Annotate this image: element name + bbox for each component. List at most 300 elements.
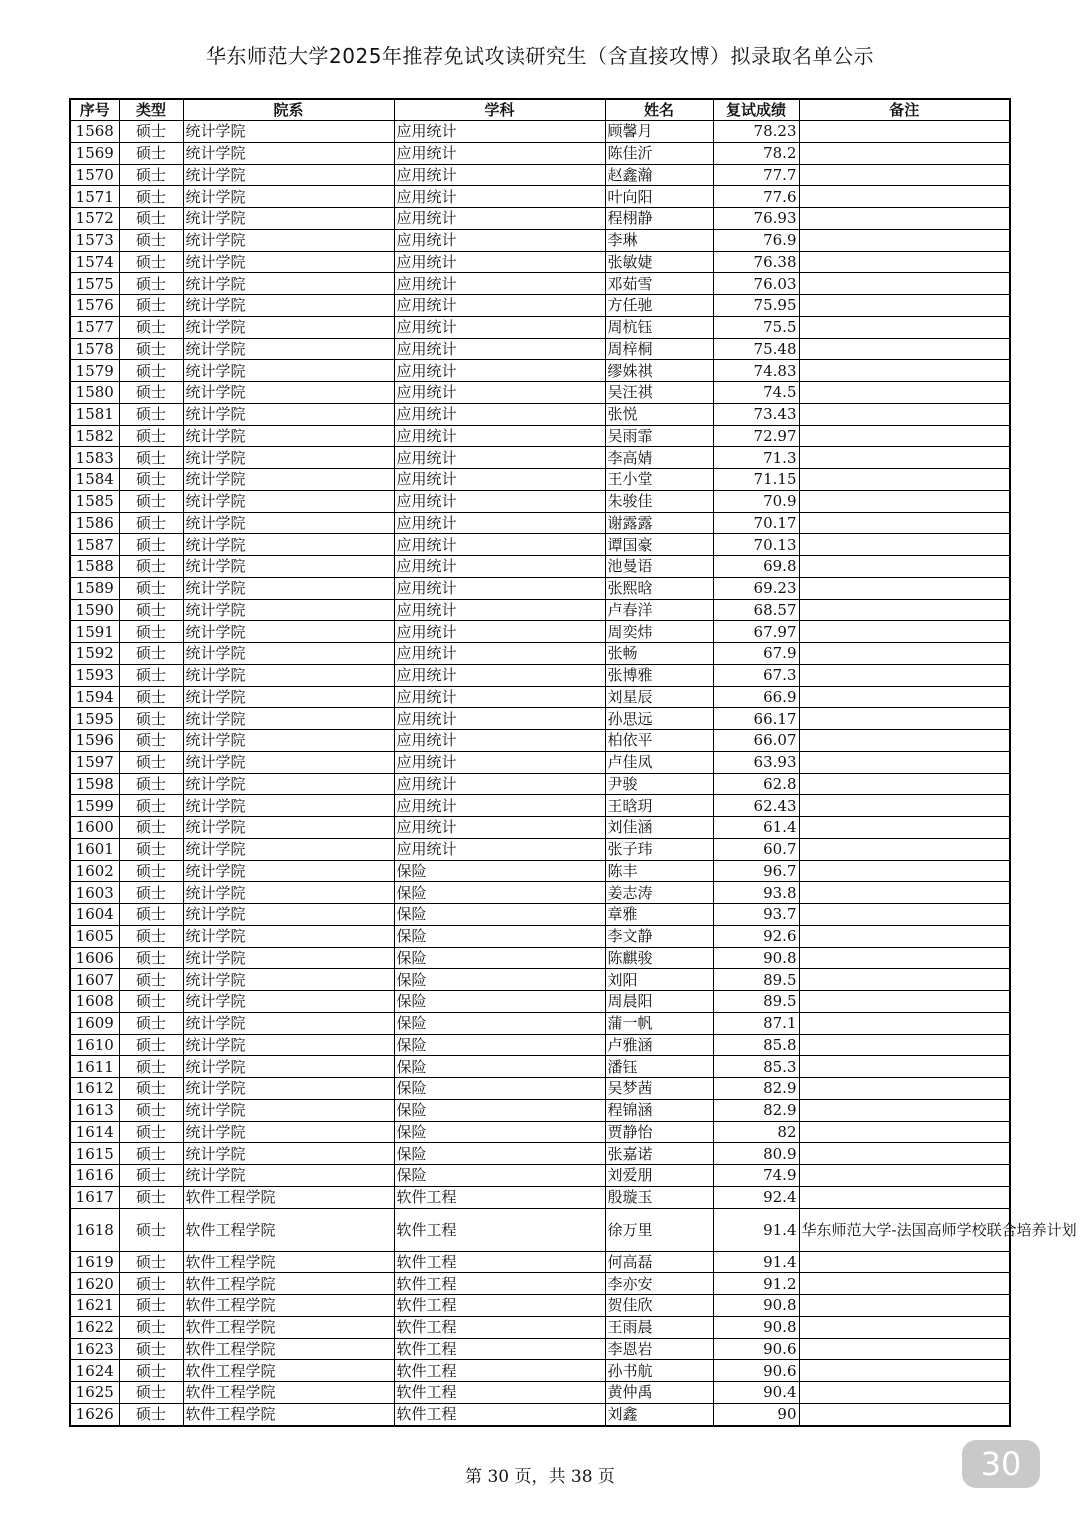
cell-type: 硕士 [119, 1143, 183, 1165]
table-row [70, 1360, 1010, 1382]
cell-seq: 1601 [70, 838, 119, 860]
cell-seq: 1604 [70, 904, 119, 926]
cell-type: 硕士 [119, 621, 183, 643]
table-row [70, 1208, 1010, 1251]
cell-seq: 1595 [70, 708, 119, 730]
cell-seq: 1625 [70, 1382, 119, 1404]
cell-remarks [799, 991, 1010, 1013]
cell-department: 统计学院 [183, 534, 394, 556]
cell-discipline: 应用统计 [394, 556, 605, 578]
cell-score: 78.23 [713, 121, 799, 143]
cell-seq: 1612 [70, 1078, 119, 1100]
cell-type: 硕士 [119, 295, 183, 317]
table-row [70, 904, 1010, 926]
cell-type: 硕士 [119, 925, 183, 947]
cell-department: 统计学院 [183, 817, 394, 839]
table-row [70, 1056, 1010, 1078]
cell-department: 软件工程学院 [183, 1338, 394, 1360]
cell-name: 周杭钰 [605, 316, 713, 338]
cell-seq: 1607 [70, 969, 119, 991]
cell-discipline: 软件工程 [394, 1403, 605, 1425]
cell-seq: 1608 [70, 991, 119, 1013]
cell-department: 统计学院 [183, 164, 394, 186]
cell-score: 73.43 [713, 403, 799, 425]
cell-score: 93.8 [713, 882, 799, 904]
document-title: 华东师范大学2025年推荐免试攻读研究生（含直接攻博）拟录取名单公示 [206, 44, 874, 68]
cell-name: 王雨晨 [605, 1316, 713, 1338]
cell-type: 硕士 [119, 1295, 183, 1317]
cell-seq: 1603 [70, 882, 119, 904]
cell-name: 李高婧 [605, 447, 713, 469]
table-row [70, 142, 1010, 164]
cell-score: 67.97 [713, 621, 799, 643]
cell-type: 硕士 [119, 1099, 183, 1121]
cell-seq: 1609 [70, 1012, 119, 1034]
cell-remarks [799, 1295, 1010, 1317]
cell-seq: 1586 [70, 512, 119, 534]
table-row [70, 838, 1010, 860]
table-row [70, 316, 1010, 338]
cell-type: 硕士 [119, 121, 183, 143]
cell-type: 硕士 [119, 164, 183, 186]
header-department: 院系 [183, 99, 394, 121]
cell-score: 71.3 [713, 447, 799, 469]
cell-seq: 1579 [70, 360, 119, 382]
cell-type: 硕士 [119, 360, 183, 382]
page-footer: 第 30 页，共 38 页 [465, 1467, 615, 1487]
cell-score: 63.93 [713, 751, 799, 773]
cell-name: 张敏婕 [605, 251, 713, 273]
cell-remarks [799, 403, 1010, 425]
cell-type: 硕士 [119, 1273, 183, 1295]
cell-remarks [799, 1403, 1010, 1425]
cell-name: 贺佳欣 [605, 1295, 713, 1317]
cell-type: 硕士 [119, 142, 183, 164]
cell-discipline: 保险 [394, 1121, 605, 1143]
cell-department: 软件工程学院 [183, 1295, 394, 1317]
cell-score: 85.8 [713, 1034, 799, 1056]
cell-seq: 1599 [70, 795, 119, 817]
cell-name: 王晗玥 [605, 795, 713, 817]
table-row [70, 991, 1010, 1013]
table-row [70, 447, 1010, 469]
cell-score: 60.7 [713, 838, 799, 860]
cell-discipline: 应用统计 [394, 512, 605, 534]
cell-name: 刘鑫 [605, 1403, 713, 1425]
cell-remarks [799, 273, 1010, 295]
table-row [70, 708, 1010, 730]
table-row [70, 686, 1010, 708]
cell-department: 统计学院 [183, 904, 394, 926]
cell-type: 硕士 [119, 469, 183, 491]
cell-type: 硕士 [119, 186, 183, 208]
cell-discipline: 应用统计 [394, 577, 605, 599]
cell-type: 硕士 [119, 882, 183, 904]
cell-discipline: 保险 [394, 1056, 605, 1078]
cell-seq: 1618 [70, 1208, 119, 1251]
cell-seq: 1593 [70, 664, 119, 686]
cell-department: 统计学院 [183, 490, 394, 512]
cell-department: 软件工程学院 [183, 1208, 394, 1251]
table-row [70, 925, 1010, 947]
cell-discipline: 软件工程 [394, 1273, 605, 1295]
cell-remarks [799, 512, 1010, 534]
table-row [70, 577, 1010, 599]
cell-department: 软件工程学院 [183, 1273, 394, 1295]
cell-department: 统计学院 [183, 251, 394, 273]
cell-remarks [799, 599, 1010, 621]
table-row [70, 1316, 1010, 1338]
cell-type: 硕士 [119, 251, 183, 273]
table-row [70, 186, 1010, 208]
cell-name: 张博雅 [605, 664, 713, 686]
cell-type: 硕士 [119, 1121, 183, 1143]
cell-seq: 1600 [70, 817, 119, 839]
table-row [70, 382, 1010, 404]
cell-discipline: 保险 [394, 1012, 605, 1034]
cell-discipline: 保险 [394, 1165, 605, 1187]
cell-discipline: 应用统计 [394, 599, 605, 621]
cell-score: 90.8 [713, 1316, 799, 1338]
cell-discipline: 保险 [394, 904, 605, 926]
cell-seq: 1573 [70, 229, 119, 251]
cell-type: 硕士 [119, 1251, 183, 1273]
cell-score: 74.9 [713, 1165, 799, 1187]
table-row [70, 164, 1010, 186]
cell-discipline: 软件工程 [394, 1251, 605, 1273]
cell-score: 93.7 [713, 904, 799, 926]
cell-score: 91.2 [713, 1273, 799, 1295]
cell-seq: 1588 [70, 556, 119, 578]
cell-score: 90.4 [713, 1382, 799, 1404]
cell-type: 硕士 [119, 1012, 183, 1034]
cell-seq: 1621 [70, 1295, 119, 1317]
cell-department: 统计学院 [183, 425, 394, 447]
cell-name: 吴梦茜 [605, 1078, 713, 1100]
cell-discipline: 应用统计 [394, 469, 605, 491]
cell-discipline: 应用统计 [394, 142, 605, 164]
cell-discipline: 保险 [394, 991, 605, 1013]
cell-seq: 1592 [70, 643, 119, 665]
cell-discipline: 应用统计 [394, 490, 605, 512]
table-row [70, 295, 1010, 317]
cell-seq: 1605 [70, 925, 119, 947]
cell-type: 硕士 [119, 1338, 183, 1360]
cell-discipline: 应用统计 [394, 186, 605, 208]
cell-department: 统计学院 [183, 1078, 394, 1100]
cell-seq: 1584 [70, 469, 119, 491]
cell-type: 硕士 [119, 730, 183, 752]
cell-discipline: 应用统计 [394, 121, 605, 143]
table-row [70, 425, 1010, 447]
cell-type: 硕士 [119, 1360, 183, 1382]
cell-type: 硕士 [119, 577, 183, 599]
cell-score: 75.48 [713, 338, 799, 360]
table-row [70, 1338, 1010, 1360]
cell-name: 谭国豪 [605, 534, 713, 556]
table-row [70, 229, 1010, 251]
cell-type: 硕士 [119, 1208, 183, 1251]
cell-department: 统计学院 [183, 295, 394, 317]
cell-score: 80.9 [713, 1143, 799, 1165]
cell-type: 硕士 [119, 1403, 183, 1425]
cell-remarks [799, 860, 1010, 882]
cell-name: 尹骏 [605, 773, 713, 795]
cell-name: 张子玮 [605, 838, 713, 860]
cell-score: 68.57 [713, 599, 799, 621]
cell-name: 章雅 [605, 904, 713, 926]
cell-remarks [799, 621, 1010, 643]
cell-name: 刘佳涵 [605, 817, 713, 839]
cell-type: 硕士 [119, 403, 183, 425]
cell-discipline: 应用统计 [394, 664, 605, 686]
cell-name: 贾静怡 [605, 1121, 713, 1143]
cell-department: 统计学院 [183, 186, 394, 208]
cell-seq: 1587 [70, 534, 119, 556]
cell-score: 76.38 [713, 251, 799, 273]
cell-seq: 1575 [70, 273, 119, 295]
header-score: 复试成绩 [713, 99, 799, 121]
cell-discipline: 应用统计 [394, 773, 605, 795]
table-row [70, 643, 1010, 665]
cell-name: 徐万里 [605, 1208, 713, 1251]
cell-name: 王小堂 [605, 469, 713, 491]
cell-type: 硕士 [119, 556, 183, 578]
cell-seq: 1614 [70, 1121, 119, 1143]
cell-name: 卢春洋 [605, 599, 713, 621]
cell-discipline: 保险 [394, 925, 605, 947]
table-row [70, 751, 1010, 773]
cell-department: 统计学院 [183, 1121, 394, 1143]
cell-discipline: 应用统计 [394, 795, 605, 817]
table-row [70, 621, 1010, 643]
cell-remarks [799, 686, 1010, 708]
cell-department: 统计学院 [183, 1099, 394, 1121]
cell-seq: 1610 [70, 1034, 119, 1056]
cell-type: 硕士 [119, 751, 183, 773]
cell-seq: 1572 [70, 208, 119, 230]
cell-discipline: 保险 [394, 947, 605, 969]
cell-remarks [799, 795, 1010, 817]
cell-seq: 1568 [70, 121, 119, 143]
cell-score: 66.17 [713, 708, 799, 730]
cell-discipline: 保险 [394, 882, 605, 904]
cell-type: 硕士 [119, 817, 183, 839]
cell-score: 71.15 [713, 469, 799, 491]
cell-seq: 1576 [70, 295, 119, 317]
cell-remarks [799, 1143, 1010, 1165]
cell-score: 69.23 [713, 577, 799, 599]
cell-score: 76.93 [713, 208, 799, 230]
cell-department: 统计学院 [183, 1012, 394, 1034]
table-row [70, 947, 1010, 969]
cell-name: 谢露露 [605, 512, 713, 534]
cell-discipline: 软件工程 [394, 1338, 605, 1360]
cell-discipline: 软件工程 [394, 1316, 605, 1338]
table-row [70, 251, 1010, 273]
cell-type: 硕士 [119, 1382, 183, 1404]
cell-name: 刘阳 [605, 969, 713, 991]
cell-score: 91.4 [713, 1208, 799, 1251]
cell-type: 硕士 [119, 382, 183, 404]
table-row [70, 121, 1010, 143]
cell-seq: 1616 [70, 1165, 119, 1187]
cell-name: 卢雅涵 [605, 1034, 713, 1056]
cell-type: 硕士 [119, 316, 183, 338]
cell-department: 统计学院 [183, 403, 394, 425]
cell-department: 统计学院 [183, 773, 394, 795]
cell-department: 统计学院 [183, 621, 394, 643]
cell-remarks [799, 751, 1010, 773]
cell-remarks [799, 1338, 1010, 1360]
cell-name: 刘星辰 [605, 686, 713, 708]
cell-department: 软件工程学院 [183, 1382, 394, 1404]
cell-seq: 1619 [70, 1251, 119, 1273]
cell-remarks [799, 142, 1010, 164]
cell-department: 统计学院 [183, 142, 394, 164]
cell-type: 硕士 [119, 229, 183, 251]
cell-discipline: 应用统计 [394, 708, 605, 730]
table-row [70, 512, 1010, 534]
cell-department: 统计学院 [183, 316, 394, 338]
cell-type: 硕士 [119, 686, 183, 708]
cell-department: 统计学院 [183, 447, 394, 469]
cell-name: 潘钰 [605, 1056, 713, 1078]
cell-remarks [799, 1186, 1010, 1208]
cell-remarks [799, 947, 1010, 969]
cell-type: 硕士 [119, 490, 183, 512]
cell-type: 硕士 [119, 425, 183, 447]
table-body [70, 121, 1077, 1426]
cell-score: 91.4 [713, 1251, 799, 1273]
cell-score: 89.5 [713, 969, 799, 991]
cell-discipline: 软件工程 [394, 1360, 605, 1382]
cell-type: 硕士 [119, 795, 183, 817]
cell-score: 70.17 [713, 512, 799, 534]
cell-seq: 1624 [70, 1360, 119, 1382]
header-type: 类型 [119, 99, 183, 121]
cell-remarks [799, 295, 1010, 317]
cell-score: 90 [713, 1403, 799, 1425]
cell-name: 何高磊 [605, 1251, 713, 1273]
cell-seq: 1617 [70, 1186, 119, 1208]
cell-score: 77.7 [713, 164, 799, 186]
cell-discipline: 应用统计 [394, 360, 605, 382]
cell-discipline: 保险 [394, 1034, 605, 1056]
cell-score: 62.8 [713, 773, 799, 795]
cell-discipline: 保险 [394, 860, 605, 882]
cell-type: 硕士 [119, 773, 183, 795]
table-row [70, 882, 1010, 904]
cell-seq: 1626 [70, 1403, 119, 1425]
cell-seq: 1590 [70, 599, 119, 621]
cell-type: 硕士 [119, 208, 183, 230]
table-row [70, 1251, 1010, 1273]
cell-name: 池曼语 [605, 556, 713, 578]
cell-discipline: 保险 [394, 1078, 605, 1100]
cell-department: 统计学院 [183, 229, 394, 251]
cell-department: 统计学院 [183, 947, 394, 969]
cell-department: 统计学院 [183, 121, 394, 143]
cell-name: 柏依平 [605, 730, 713, 752]
cell-remarks [799, 251, 1010, 273]
cell-department: 统计学院 [183, 686, 394, 708]
cell-score: 90.6 [713, 1338, 799, 1360]
cell-score: 77.6 [713, 186, 799, 208]
cell-seq: 1574 [70, 251, 119, 273]
table-row [70, 490, 1010, 512]
cell-score: 78.2 [713, 142, 799, 164]
cell-remarks [799, 664, 1010, 686]
table-row [70, 1295, 1010, 1317]
cell-score: 76.9 [713, 229, 799, 251]
cell-seq: 1580 [70, 382, 119, 404]
cell-score: 90.8 [713, 1295, 799, 1317]
cell-name: 赵鑫瀚 [605, 164, 713, 186]
cell-department: 统计学院 [183, 838, 394, 860]
cell-discipline: 应用统计 [394, 208, 605, 230]
cell-remarks: 华东师范大学-法国高师学校联合培养计划 [799, 1208, 1010, 1251]
cell-remarks [799, 969, 1010, 991]
cell-type: 硕士 [119, 273, 183, 295]
cell-discipline: 应用统计 [394, 164, 605, 186]
cell-remarks [799, 1316, 1010, 1338]
cell-department: 统计学院 [183, 969, 394, 991]
cell-score: 74.83 [713, 360, 799, 382]
cell-department: 统计学院 [183, 751, 394, 773]
cell-department: 统计学院 [183, 1165, 394, 1187]
cell-name: 李亦安 [605, 1273, 713, 1295]
cell-remarks [799, 208, 1010, 230]
cell-type: 硕士 [119, 664, 183, 686]
table-row [70, 860, 1010, 882]
cell-type: 硕士 [119, 1034, 183, 1056]
cell-type: 硕士 [119, 534, 183, 556]
cell-discipline: 应用统计 [394, 534, 605, 556]
table-row [70, 273, 1010, 295]
cell-remarks [799, 360, 1010, 382]
cell-department: 统计学院 [183, 1143, 394, 1165]
cell-discipline: 应用统计 [394, 273, 605, 295]
table-row [70, 795, 1010, 817]
cell-type: 硕士 [119, 599, 183, 621]
cell-name: 陈麒骏 [605, 947, 713, 969]
cell-department: 统计学院 [183, 208, 394, 230]
cell-type: 硕士 [119, 708, 183, 730]
cell-remarks [799, 817, 1010, 839]
cell-remarks [799, 1273, 1010, 1295]
cell-department: 统计学院 [183, 599, 394, 621]
cell-name: 张悦 [605, 403, 713, 425]
cell-seq: 1623 [70, 1338, 119, 1360]
header-name: 姓名 [605, 99, 713, 121]
cell-department: 软件工程学院 [183, 1186, 394, 1208]
cell-name: 李琳 [605, 229, 713, 251]
cell-remarks [799, 773, 1010, 795]
cell-department: 统计学院 [183, 708, 394, 730]
cell-type: 硕士 [119, 947, 183, 969]
cell-score: 76.03 [713, 273, 799, 295]
cell-name: 孙思远 [605, 708, 713, 730]
cell-department: 软件工程学院 [183, 1316, 394, 1338]
cell-department: 统计学院 [183, 664, 394, 686]
cell-department: 统计学院 [183, 860, 394, 882]
cell-department: 统计学院 [183, 360, 394, 382]
cell-discipline: 应用统计 [394, 730, 605, 752]
cell-score: 75.5 [713, 316, 799, 338]
table-row [70, 469, 1010, 491]
cell-remarks [799, 577, 1010, 599]
